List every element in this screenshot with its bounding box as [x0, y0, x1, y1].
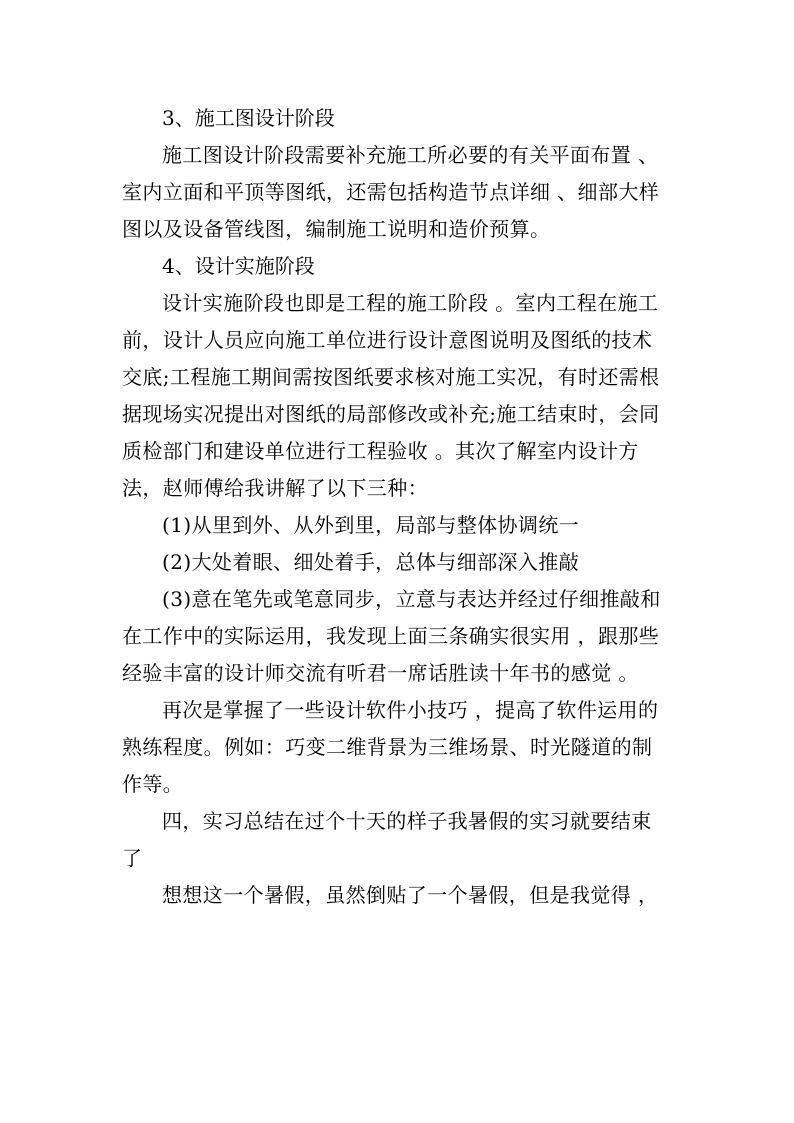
list-item-method-2: (2)大处着眼、细处着手，总体与细部深入推敲 [162, 550, 580, 574]
section-heading-3: 3、施工图设计阶段 [162, 106, 335, 130]
paragraph-construction-drawing: 施工图设计阶段需要补充施工所必要的有关平面布置 、室内立面和平顶等图纸，还需包括构造节点详细 、细部大样图以及设备管线图，编制施工说明和造价预算。 [122, 143, 660, 241]
list-item-method-1: (1)从里到外、从外到里，局部与整体协调统一 [162, 513, 580, 537]
section-heading-summary: 四，实习总结在过个十天的样子我暑假的实习就要结束了 [122, 809, 652, 870]
section-heading-4: 4、设计实施阶段 [162, 254, 315, 278]
document-body [122, 100, 667, 914]
paragraph-reflection: 想想这一个暑假，虽然倒贴了一个暑假，但是我觉得 ， [162, 883, 659, 907]
paragraph-software-skills: 再次是掌握了一些设计软件小技巧 ，提高了软件运用的熟练程度。例如：巧变二维背景为三维场景、时光隧道的制作等。 [122, 698, 659, 796]
paragraph-design-implementation: 设计实施阶段也即是工程的施工阶段 。室内工程在施工前，设计人员应向施工单位进行设计意图说明及图纸的技术交底;工程施工期间需按图纸要求核对施工实况，有时还需根据现场实况提出对图纸的局部修改或补充;施工结束时，会同质检部门和建设单位进行工程验收 。其次了解室内设计方法，赵师傅给我讲解了以下三种： [122, 291, 660, 500]
list-item-method-3: (3)意在笔先或笔意同步，立意与表达并经过仔细推敲和在工作中的实际运用，我发现上面三条确实很实用 ，跟那些经验丰富的设计师交流有听君一席话胜读十年书的感觉 。 [122, 587, 661, 685]
